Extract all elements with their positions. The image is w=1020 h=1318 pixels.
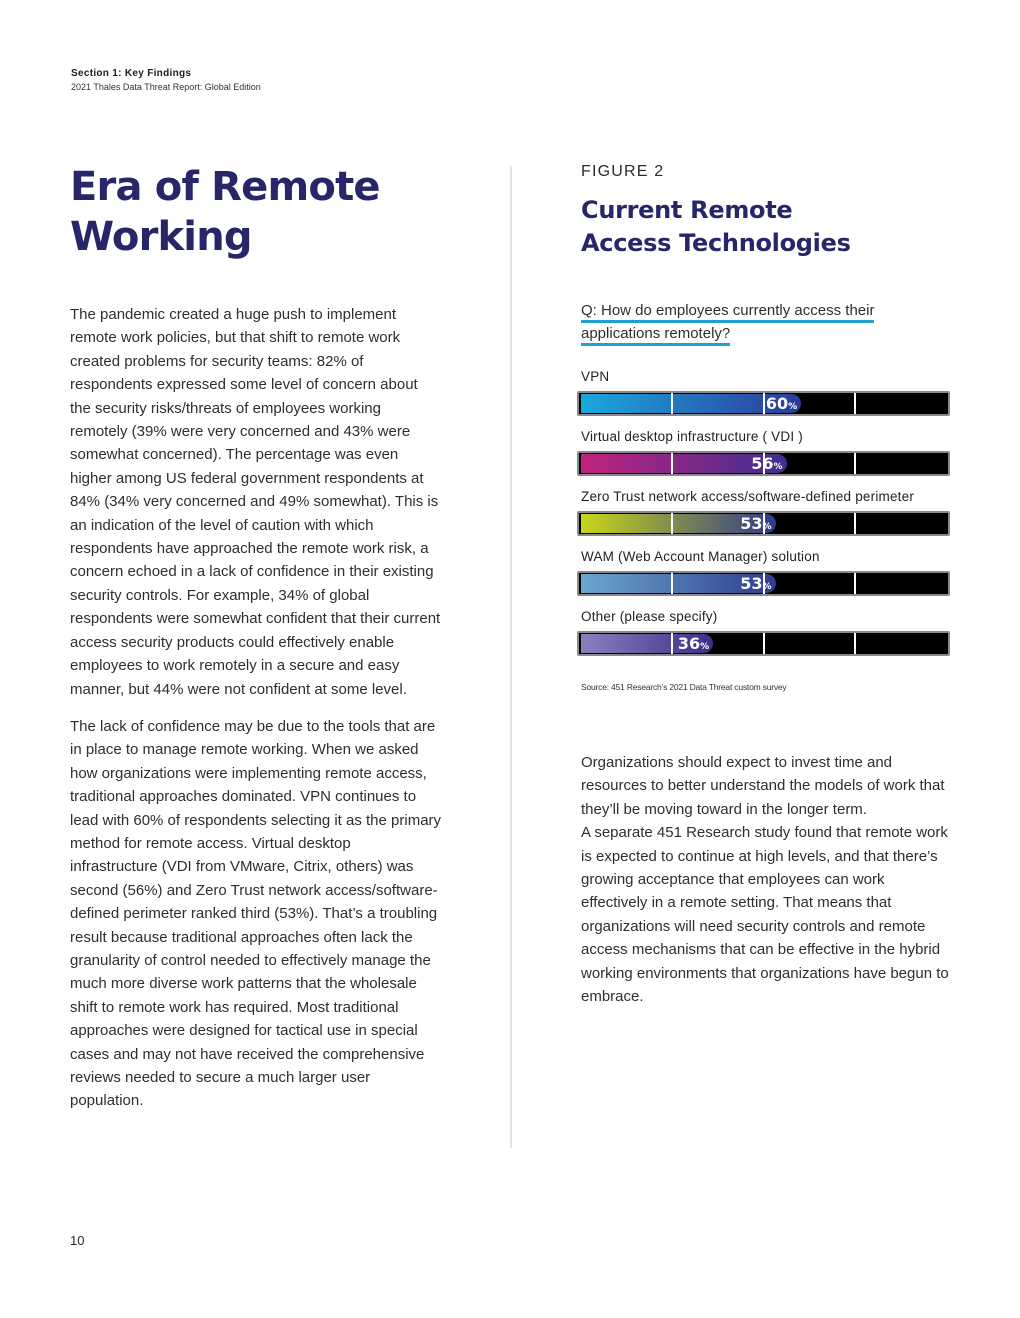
report-name: 2021 Thales Data Threat Report: Global Edition [71,82,261,92]
page-number: 10 [70,1233,85,1248]
bar-label: Other (please specify) [581,609,718,624]
bar-value-number: 56 [751,454,774,473]
source-note: Source: 451 Research’s 2021 Data Threat custom survey [581,682,787,692]
remote-access-bar-chart [577,369,952,669]
bar-value-number: 60 [765,394,789,413]
bar-track [577,571,950,596]
left-paragraph-1: The pandemic created a huge push to implement remote work policies, but that shift to remote work created problems for security teams: 82% of respondents expressed some level of concern about the security risks/threats of employees working remotely (39% were very concerned and 43% were somewhat concerned). The percentage was even higher among US federal government respondents at 84% (34% very concerned and 49% somewhat). This is an indication of the level of caution with which respondents have approached the remote work risk, a concern echoed in a lack of confidence in their existing security controls. For example, 34% of global respondents were somewhat confident that their current access security products could effectively enable employees to work remotely in a secure and easy manner, but 44% were not confident at some level. [70,306,441,698]
bar-row [577,489,952,549]
bar-value-label [579,393,797,414]
bar-value-unit: % [788,402,798,412]
page-title-line2: Working [70,214,252,260]
figure-title-line1: Current Remote [581,196,793,224]
figure-title-line2: Access Technologies [581,229,851,257]
right-column-text [581,751,951,1008]
bar-row [577,429,952,489]
bar-value-number: 53 [740,574,763,593]
gridline [854,633,856,654]
bar-row [577,549,952,609]
bar-label: Virtual desktop infrastructure ( VDI ) [581,429,803,444]
right-paragraph-2: A separate 451 Research study found that remote work is expected to continue at high levels, and that there’s growing acceptance that employees can work effectively in a remote setting. That means that organizations will need security controls and remote access mechanisms that can be effective in the hybrid working environments that organizations have begun to embrace. [581,824,949,1006]
page-title [70,162,490,262]
bar-value-label [579,633,709,654]
right-paragraph-1: Organizations should expect to invest time and resources to better understand the models of work that they’ll be moving toward in the longer term. [581,754,945,818]
figure-label: FIGURE 2 [581,163,665,180]
left-column-text [70,303,442,1113]
bar-value-unit: % [700,642,710,652]
gridline [854,453,856,474]
bar-label: VPN [581,369,610,384]
bar-track [577,451,950,476]
bar-value-unit: % [773,462,783,472]
running-header [71,68,261,92]
gridline [854,393,856,414]
bar-value-unit: % [762,522,772,532]
bar-label: WAM (Web Account Manager) solution [581,549,820,564]
left-paragraph-2: The lack of confidence may be due to the tools that are in place to manage remote working. When we asked how organizations were implementing remote access, traditional approaches dominated. VPN continues to lead with 60% of respondents selecting it as the primary method for remote access. Virtual desktop infrastructure (VDI from VMware, Citrix, others) was second (56%) and Zero Trust network access/software-defined perimeter ranked third (53%). That’s a troubling result because traditional approaches often lack the granularity of control needed to effectively manage the much more diverse work patterns that the wholesale shift to remote work has required. Most traditional approaches were designed for tactical use in special cases and may not have received the comprehensive reviews needed to secure a much larger user population. [70,717,442,1110]
gridline [854,513,856,534]
gridline [763,633,765,654]
bar-value-label [579,453,783,474]
section-label: Section 1: Key Findings [71,68,192,79]
bar-row [577,369,952,429]
gridline [854,573,856,594]
bar-track [577,511,950,536]
bar-value-unit: % [762,582,772,592]
bar-value-number: 36 [677,634,701,653]
bar-track [577,631,950,656]
page-title-line1: Era of Remote [70,164,380,210]
bar-value-label [579,573,772,594]
column-divider [510,166,512,1148]
bar-label: Zero Trust network access/software-defined perimeter [581,489,915,504]
survey-question-line1: Q: How do employees currently access their [581,302,874,323]
bar-value-label [579,513,772,534]
survey-question [581,299,911,345]
bar-track [577,391,950,416]
survey-question-line2: applications remotely? [581,325,730,346]
bar-value-number: 53 [740,514,763,533]
bar-row [577,609,952,669]
figure-title [581,194,941,260]
